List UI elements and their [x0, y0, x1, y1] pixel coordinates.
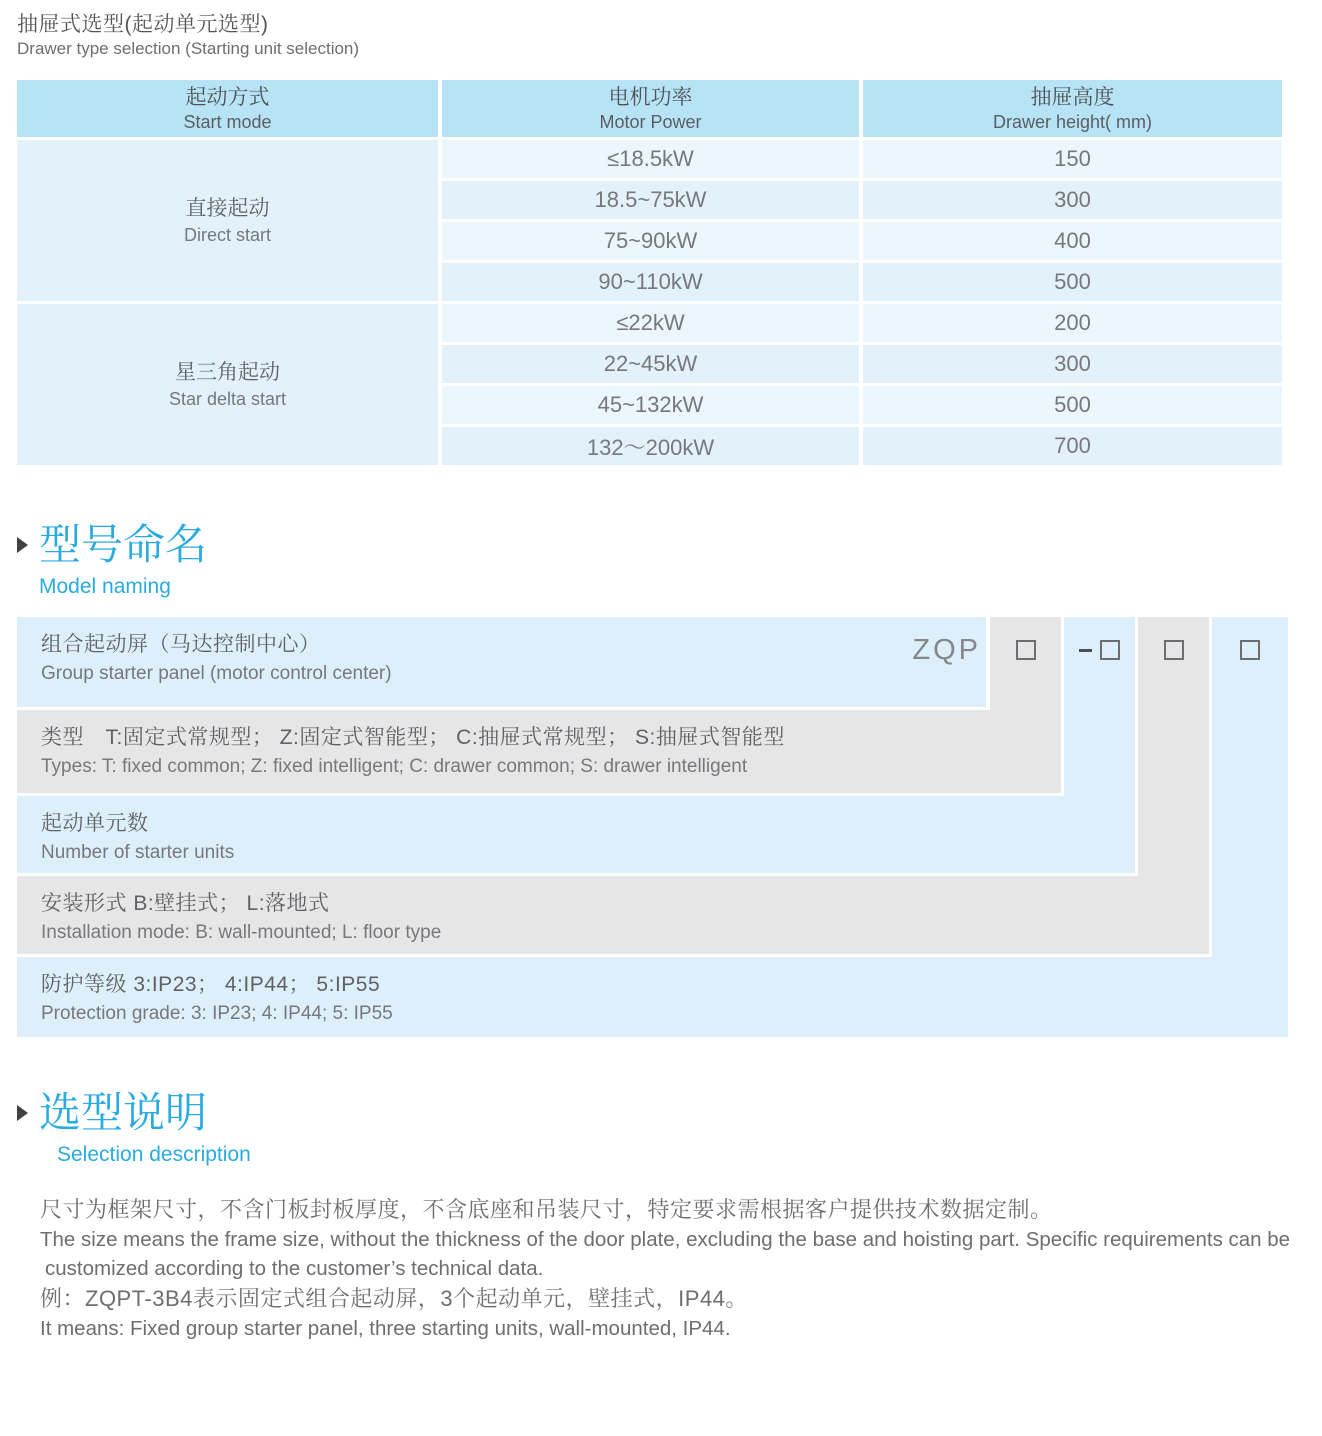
naming-row4-zh: 安装形式 B:壁挂式； L:落地式 — [41, 892, 330, 915]
height-cell: 150 — [863, 140, 1282, 178]
power-cell: ≤18.5kW — [442, 140, 859, 178]
selection-description-text — [40, 1194, 1290, 1343]
model-naming-heading — [17, 522, 207, 600]
col-header-drawer-height-zh: 抽屉高度 — [1030, 85, 1115, 109]
selection-heading-zh: 选型说明 — [39, 1089, 208, 1136]
col-header-drawer-height — [863, 80, 1282, 137]
model-naming-diagram — [17, 617, 1288, 1037]
height-cell: 200 — [863, 304, 1282, 342]
naming-row-types — [17, 710, 1061, 793]
power-cell: 22~45kW — [442, 345, 859, 383]
col-header-motor-power-en: Motor Power — [599, 111, 702, 132]
code-box-type — [1016, 640, 1036, 660]
page-title-zh: 抽屉式选型(起动单元选型) — [17, 13, 269, 36]
col-header-drawer-height-en: Drawer height( mm) — [992, 111, 1153, 132]
model-code-prefix: ZQP — [912, 634, 981, 666]
height-cell: 400 — [863, 222, 1282, 260]
code-dash-icon — [1079, 649, 1092, 652]
model-naming-heading-en: Model naming — [39, 575, 171, 598]
code-box-protection — [1240, 640, 1260, 660]
start-mode-direct-en: Direct start — [183, 224, 271, 245]
start-mode-direct-zh: 直接起动 — [185, 196, 270, 220]
start-mode-direct-cell — [17, 140, 438, 301]
desc-line-en3: It means: Fixed group starter panel, three starting units, wall-mounted, IP44. — [40, 1317, 731, 1340]
naming-row3-en: Number of starter units — [41, 842, 235, 863]
col-header-start-mode — [17, 80, 438, 137]
drawer-selection-table — [17, 80, 1282, 465]
power-cell: 75~90kW — [442, 222, 859, 260]
selection-description-heading — [17, 1090, 251, 1168]
naming-row5-en: Protection grade: 3: IP23; 4: IP44; 5: IP55 — [41, 1003, 393, 1024]
power-cell: 132～200kW — [442, 427, 859, 465]
code-box-installation — [1164, 640, 1184, 660]
desc-line-zh2: 例：ZQPT-3B4表示固定式组合起动屏，3个起动单元，壁挂式，IP44。 — [40, 1286, 748, 1311]
col-header-motor-power-zh: 电机功率 — [608, 85, 693, 109]
page-title-en: Drawer type selection (Starting unit selection) — [17, 39, 360, 58]
code-box-units — [1100, 640, 1120, 660]
naming-row2-zh: 类型 T:固定式常规型； Z:固定式智能型； C:抽屉式常规型； S:抽屉式智能型 — [41, 726, 785, 749]
naming-row-protection-grade — [17, 957, 1288, 1037]
start-mode-star-delta-cell — [17, 304, 438, 465]
model-naming-heading-zh: 型号命名 — [39, 521, 208, 568]
naming-row1-zh: 组合起动屏（马达控制中心） — [41, 633, 321, 656]
desc-line-en2: customized according to the customer’s technical data. — [45, 1257, 544, 1280]
naming-row3-zh: 起动单元数 — [41, 812, 149, 835]
height-cell: 500 — [863, 263, 1282, 301]
height-cell: 700 — [863, 427, 1282, 465]
height-cell: 300 — [863, 345, 1282, 383]
col-header-start-mode-en: Start mode — [183, 111, 272, 132]
power-cell: 90~110kW — [442, 263, 859, 301]
power-cell: 18.5~75kW — [442, 181, 859, 219]
power-cell: 45~132kW — [442, 386, 859, 424]
naming-row4-en: Installation mode: B: wall-mounted; L: floor type — [41, 922, 442, 943]
naming-row-installation-mode — [17, 876, 1209, 954]
col-header-motor-power — [442, 80, 859, 137]
naming-row1-en: Group starter panel (motor control center) — [41, 663, 392, 684]
desc-line-en1: The size means the frame size, without the thickness of the door plate, excluding the base and hoisting part. Specific requirements can be — [40, 1228, 1291, 1251]
start-mode-star-delta-zh: 星三角起动 — [175, 360, 280, 384]
naming-row5-zh: 防护等级 3:IP23； 4:IP44； 5:IP55 — [41, 973, 381, 996]
naming-row2-en: Types: T: fixed common; Z: fixed intelligent; C: drawer common; S: drawer intelligent — [41, 756, 748, 777]
naming-row-starter-units — [17, 796, 1135, 873]
height-cell: 500 — [863, 386, 1282, 424]
triangle-bullet-icon — [17, 1105, 28, 1121]
naming-row-group-starter-panel — [17, 617, 986, 707]
col-header-start-mode-zh: 起动方式 — [185, 85, 270, 109]
selection-heading-en: Selection description — [57, 1143, 251, 1166]
power-cell: ≤22kW — [442, 304, 859, 342]
desc-line-zh1: 尺寸为框架尺寸，不含门板封板厚度，不含底座和吊装尺寸，特定要求需根据客户提供技术数据定制。 — [40, 1197, 1053, 1222]
triangle-bullet-icon — [17, 537, 28, 553]
start-mode-star-delta-en: Star delta start — [168, 388, 287, 409]
height-cell: 300 — [863, 181, 1282, 219]
